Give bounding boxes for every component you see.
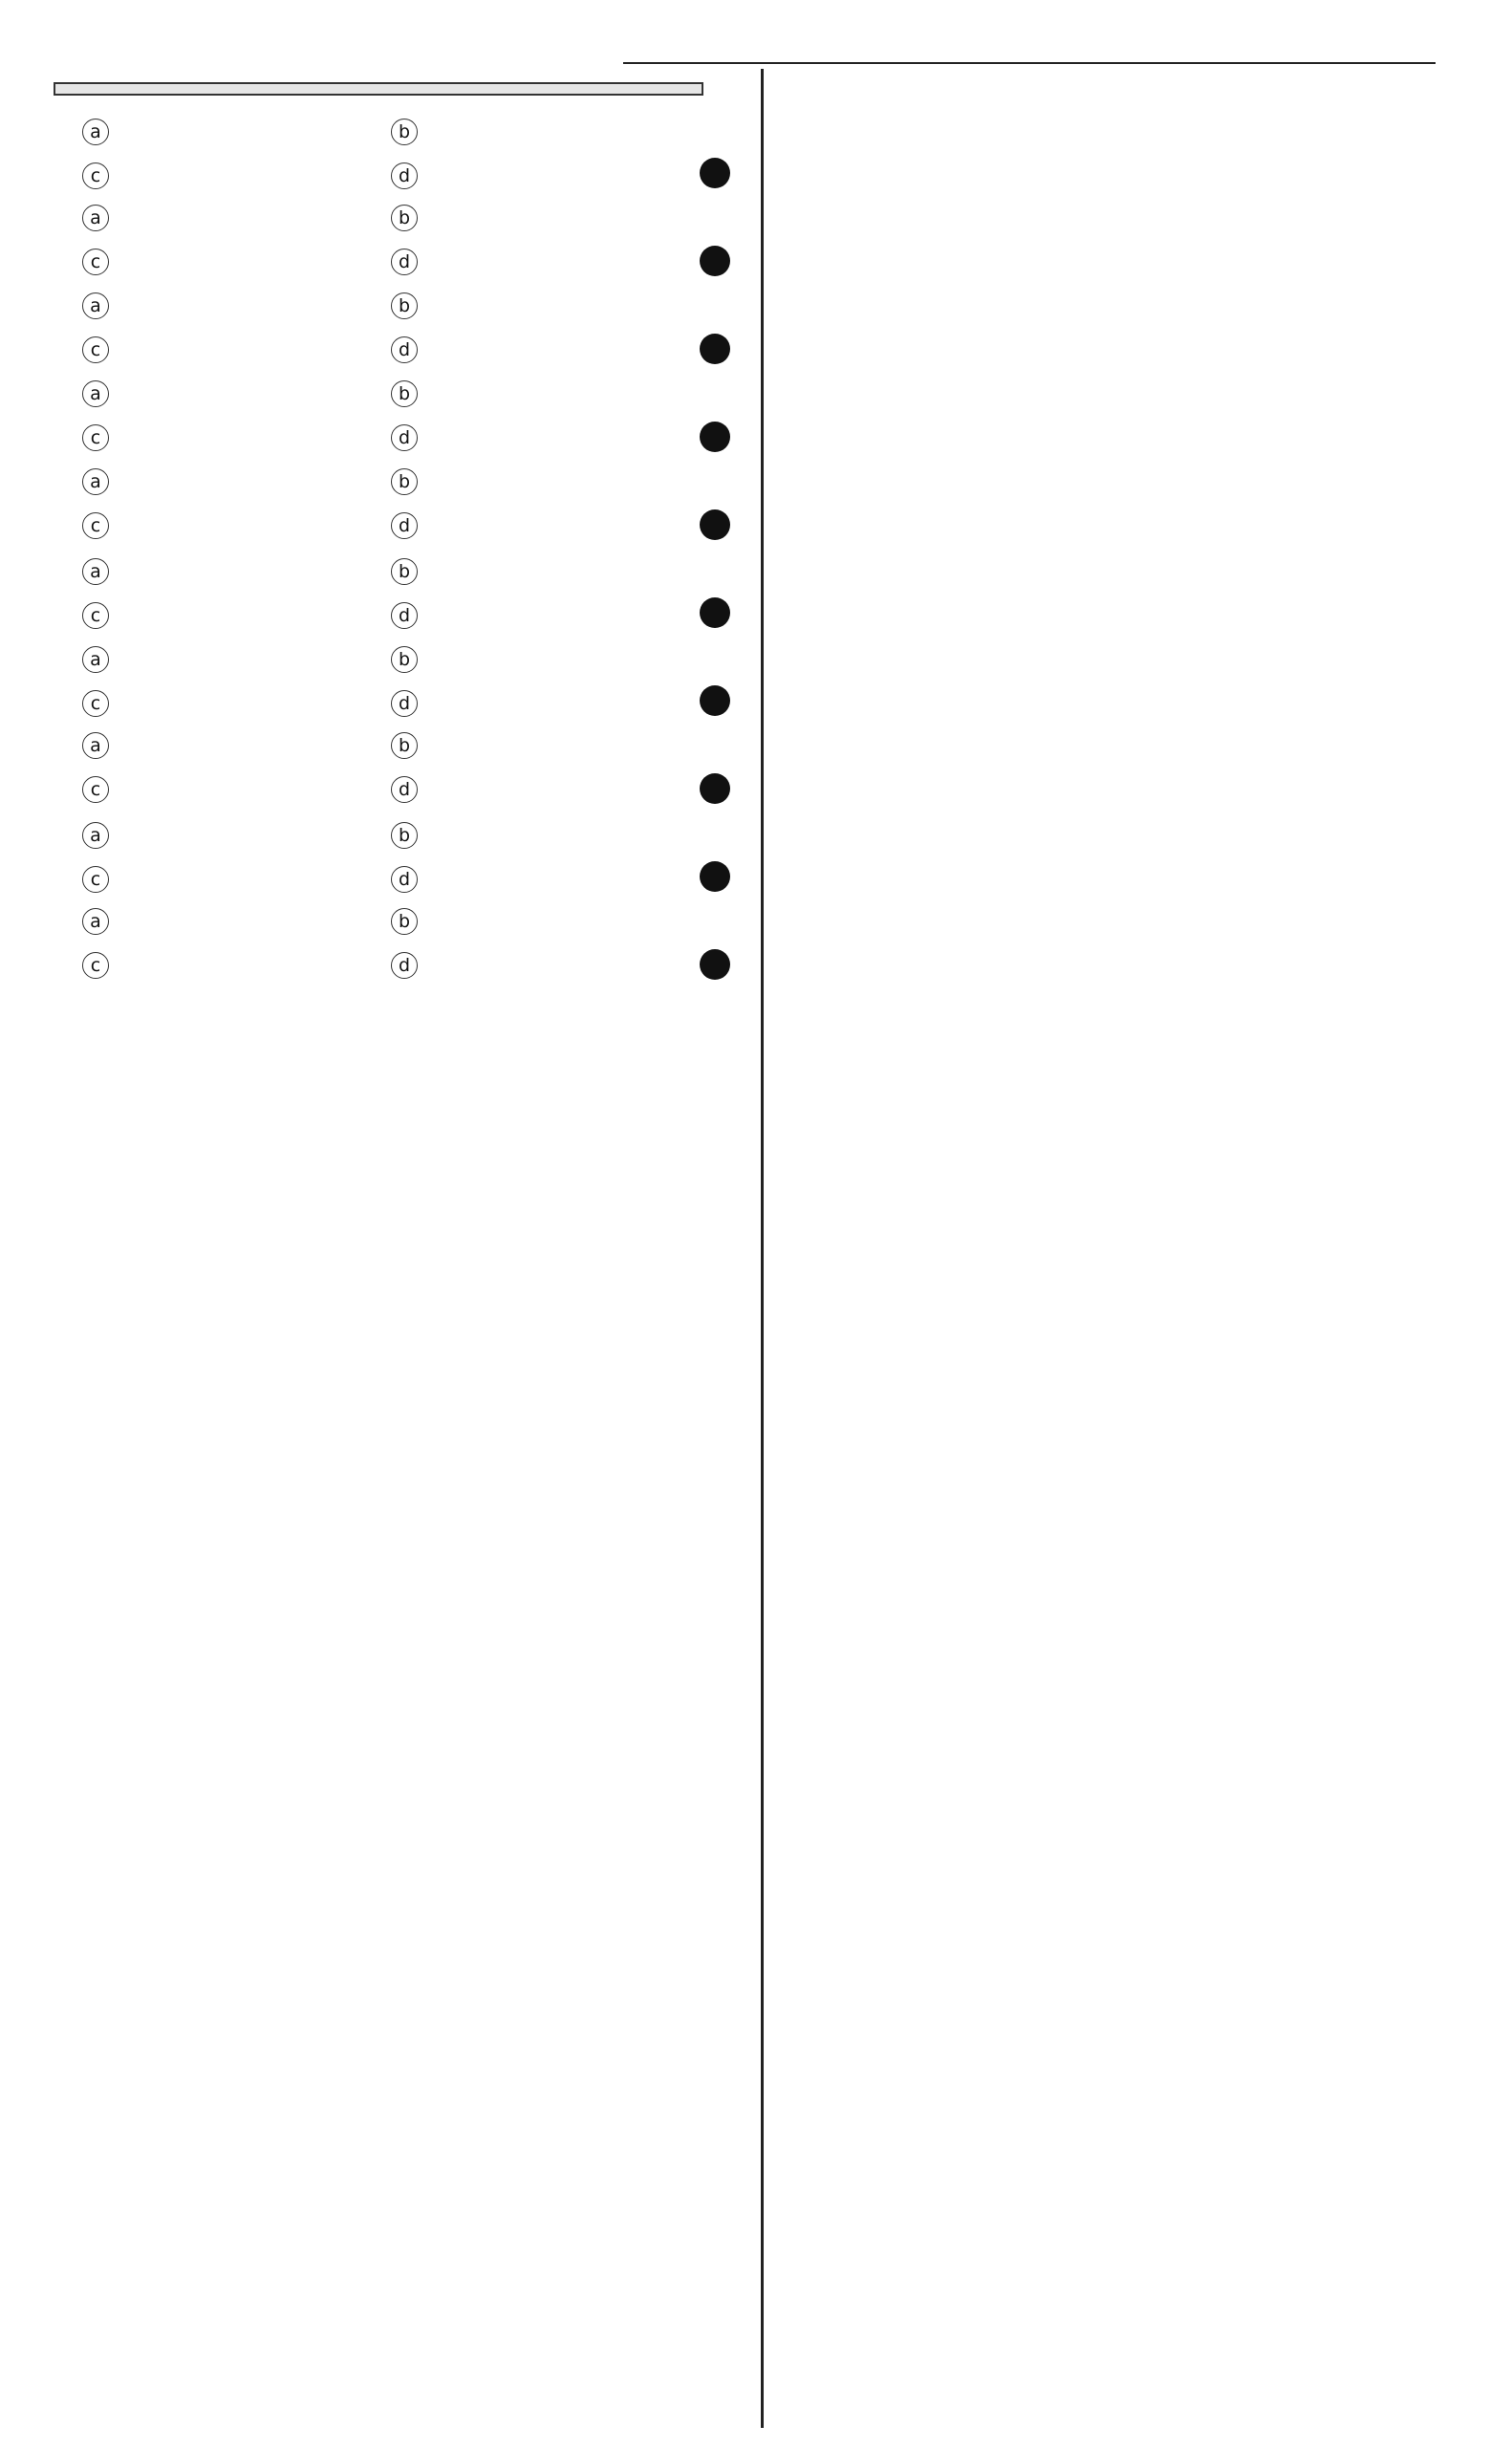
- question-item: [50, 899, 738, 986]
- option-letter-icon: d: [391, 512, 418, 539]
- option-d[interactable]: [391, 942, 700, 986]
- option-letter-icon: d: [391, 602, 418, 629]
- option-letter-icon: d: [391, 249, 418, 275]
- option-a[interactable]: [82, 459, 391, 503]
- answer-badge: [700, 246, 730, 276]
- option-letter-icon: c: [82, 424, 109, 451]
- option-b[interactable]: [391, 635, 700, 679]
- option-letter-icon: a: [82, 646, 109, 673]
- question-item: [50, 195, 738, 283]
- option-letter-icon: d: [391, 690, 418, 717]
- spacer: [700, 195, 738, 239]
- option-letter-icon: a: [82, 468, 109, 495]
- option-letter-icon: b: [391, 908, 418, 935]
- spacer: [700, 635, 738, 679]
- option-letter-icon: a: [82, 380, 109, 407]
- option-letter-icon: b: [391, 646, 418, 673]
- option-letter-icon: c: [82, 952, 109, 979]
- option-letter-icon: c: [82, 602, 109, 629]
- option-b[interactable]: [391, 371, 700, 415]
- option-letter-icon: d: [391, 866, 418, 893]
- option-a[interactable]: [82, 547, 391, 591]
- answer-badge: [700, 861, 730, 892]
- option-a[interactable]: [82, 283, 391, 327]
- option-letter-icon: a: [82, 558, 109, 585]
- question-item: [50, 635, 738, 723]
- options-grid: [50, 283, 738, 371]
- options-grid: [50, 547, 738, 635]
- answer-badge: [700, 949, 730, 980]
- question-item: [50, 107, 738, 195]
- answer-badge: [700, 334, 730, 364]
- options-grid: [50, 899, 738, 986]
- options-grid: [50, 635, 738, 723]
- option-a[interactable]: [82, 107, 391, 151]
- answer-badge: [700, 685, 730, 716]
- answer-badge: [700, 158, 730, 188]
- answer-badge: [700, 422, 730, 452]
- column-divider: [761, 69, 764, 2428]
- option-d[interactable]: [391, 767, 700, 811]
- spacer: [700, 107, 738, 151]
- question-item: [50, 547, 738, 635]
- question-item: [50, 283, 738, 371]
- option-letter-icon: b: [391, 292, 418, 319]
- option-b[interactable]: [391, 899, 700, 942]
- option-a[interactable]: [82, 371, 391, 415]
- options-grid: [50, 459, 738, 547]
- option-letter-icon: c: [82, 690, 109, 717]
- option-letter-icon: a: [82, 822, 109, 849]
- question-item: [50, 811, 738, 899]
- option-letter-icon: b: [391, 468, 418, 495]
- option-letter-icon: c: [82, 249, 109, 275]
- page-header: [0, 0, 1512, 61]
- option-letter-icon: a: [82, 205, 109, 231]
- section-heading-angular-momentum: [54, 82, 703, 96]
- options-grid: [50, 195, 738, 283]
- option-d[interactable]: [391, 239, 700, 283]
- option-letter-icon: c: [82, 162, 109, 189]
- option-d[interactable]: [391, 327, 700, 371]
- option-a[interactable]: [82, 899, 391, 942]
- option-a[interactable]: [82, 723, 391, 767]
- options-grid: [50, 811, 738, 899]
- option-letter-icon: b: [391, 732, 418, 759]
- option-b[interactable]: [391, 195, 700, 239]
- options-grid: [50, 371, 738, 459]
- option-c[interactable]: [82, 151, 391, 195]
- option-letter-icon: a: [82, 908, 109, 935]
- answer-badge: [700, 509, 730, 540]
- option-b[interactable]: [391, 811, 700, 855]
- option-letter-icon: a: [82, 119, 109, 145]
- option-letter-icon: d: [391, 952, 418, 979]
- option-d[interactable]: [391, 415, 700, 459]
- spacer: [700, 371, 738, 415]
- options-grid: [50, 107, 738, 195]
- question-item: [50, 371, 738, 459]
- option-letter-icon: b: [391, 558, 418, 585]
- option-c[interactable]: [82, 327, 391, 371]
- option-b[interactable]: [391, 547, 700, 591]
- header-rule: [623, 62, 1436, 64]
- question-item: [50, 723, 738, 811]
- option-c[interactable]: [82, 679, 391, 723]
- spacer: [700, 459, 738, 503]
- option-letter-icon: d: [391, 424, 418, 451]
- options-grid: [50, 723, 738, 811]
- option-d[interactable]: [391, 151, 700, 195]
- option-b[interactable]: [391, 723, 700, 767]
- option-letter-icon: b: [391, 822, 418, 849]
- answer-badge: [700, 597, 730, 628]
- option-a[interactable]: [82, 195, 391, 239]
- option-letter-icon: d: [391, 776, 418, 803]
- option-letter-icon: b: [391, 119, 418, 145]
- option-a[interactable]: [82, 811, 391, 855]
- option-d[interactable]: [391, 503, 700, 547]
- option-c[interactable]: [82, 767, 391, 811]
- option-letter-icon: a: [82, 292, 109, 319]
- answer-badge: [700, 773, 730, 804]
- option-letter-icon: d: [391, 162, 418, 189]
- left-column: [50, 82, 738, 986]
- spacer: [700, 547, 738, 591]
- spacer: [700, 811, 738, 855]
- option-c[interactable]: [82, 855, 391, 899]
- option-letter-icon: c: [82, 776, 109, 803]
- option-b[interactable]: [391, 107, 700, 151]
- spacer: [700, 723, 738, 767]
- option-letter-icon: d: [391, 336, 418, 363]
- option-d[interactable]: [391, 679, 700, 723]
- option-a[interactable]: [82, 635, 391, 679]
- spacer: [700, 899, 738, 942]
- option-c[interactable]: [82, 942, 391, 986]
- option-c[interactable]: [82, 415, 391, 459]
- spacer: [700, 283, 738, 327]
- option-c[interactable]: [82, 503, 391, 547]
- question-item: [50, 459, 738, 547]
- option-letter-icon: c: [82, 866, 109, 893]
- option-letter-icon: a: [82, 732, 109, 759]
- option-letter-icon: c: [82, 336, 109, 363]
- option-c[interactable]: [82, 239, 391, 283]
- option-letter-icon: b: [391, 205, 418, 231]
- option-letter-icon: b: [391, 380, 418, 407]
- option-c[interactable]: [82, 591, 391, 635]
- option-d[interactable]: [391, 591, 700, 635]
- option-b[interactable]: [391, 283, 700, 327]
- option-b[interactable]: [391, 459, 700, 503]
- option-letter-icon: c: [82, 512, 109, 539]
- option-d[interactable]: [391, 855, 700, 899]
